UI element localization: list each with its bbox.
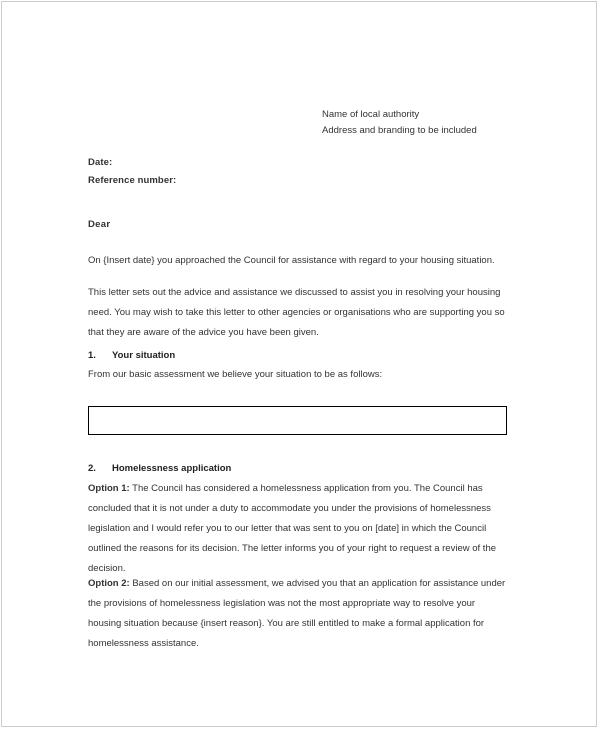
section-1-heading — [88, 349, 508, 363]
section-2-title: Homelessness application — [112, 463, 232, 474]
intro-paragraph: On {Insert date} you approached the Council for assistance with regard to your housing situation. — [88, 255, 495, 266]
option-2-paragraph — [88, 574, 506, 654]
salutation: Dear — [88, 219, 111, 230]
section-1-number: 1. — [88, 350, 96, 361]
situation-input-box[interactable] — [88, 406, 507, 435]
option-2-text: Based on our initial assessment, we advised you that an application for assistance under the provisions of homelessness legislation was not the most appropriate way to resolve your housing situation because {insert reason}. You are still entitled to make a formal application for homelessness assistance. — [88, 578, 506, 649]
section-1-title: Your situation — [112, 350, 176, 361]
section-2-heading — [88, 462, 508, 476]
advice-paragraph: This letter sets out the advice and assistance we discussed to assist you in resolving your housing need. You may wish to take this letter to other agencies or organisations who are supporting you so that they are aware of the advice you have been given. — [88, 287, 505, 338]
section-2-number: 2. — [88, 463, 96, 474]
document-page — [1, 1, 597, 727]
section-1-intro-text: From our basic assessment we believe your situation to be as follows: — [88, 369, 383, 380]
reference-number-label: Reference number: — [88, 175, 177, 186]
letterhead-authority-name: Name of local authority — [322, 109, 420, 120]
letter-meta-block — [88, 154, 388, 190]
option-2-label: Option 2: — [88, 578, 130, 589]
option-1-paragraph — [88, 479, 506, 579]
option-1-text: The Council has considered a homelessness application from you. The Council has concluded that it is not under a duty to accommodate you under the provisions of homelessness legislation and I would refer you to our letter that was sent to you on [date] in which the Council outlined the reasons for its decision. The letter informs you of your right to request a review of the decision. — [88, 483, 497, 574]
option-1-label: Option 1: — [88, 483, 130, 494]
date-label: Date: — [88, 157, 113, 168]
letterhead-block — [322, 107, 542, 139]
letterhead-address-note: Address and branding to be included — [322, 125, 477, 136]
